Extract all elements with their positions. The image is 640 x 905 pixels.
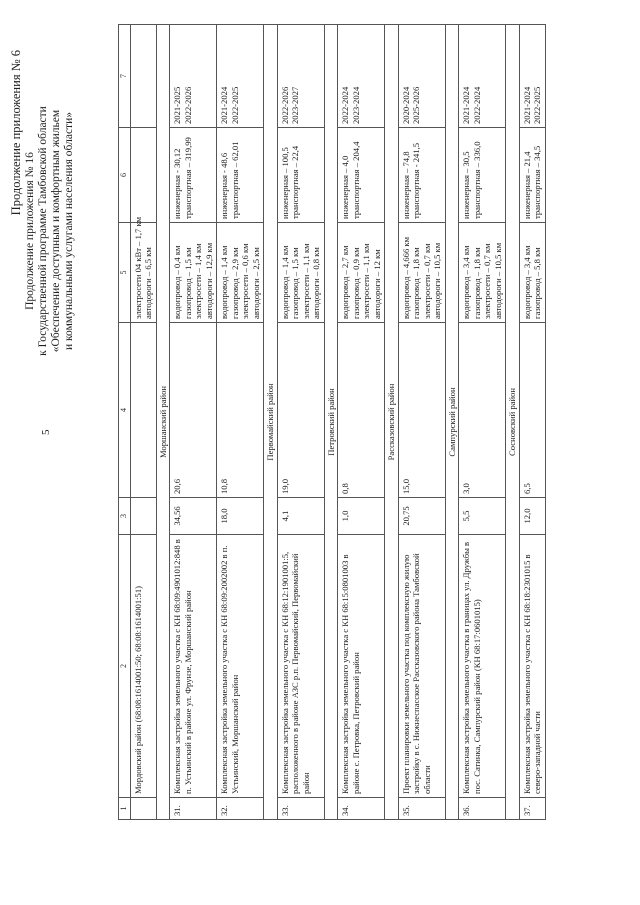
networks-line: электросети – 1,1 км xyxy=(300,243,311,319)
cost-line: инженерная - 30,12 xyxy=(172,148,182,219)
years-line: 2020-2024 xyxy=(400,86,411,124)
networks-line: электросети – 0,6 км xyxy=(240,243,250,319)
years-cell xyxy=(398,25,445,128)
land-area: 12,0 xyxy=(519,498,545,535)
networks-line: электросети – 0,7 км xyxy=(482,243,492,319)
networks-cell xyxy=(338,223,385,323)
cost-line: инженерная – 100,5 xyxy=(279,147,290,219)
col-header-6: 6 xyxy=(119,128,131,223)
years-cell xyxy=(217,25,264,128)
region-row xyxy=(385,25,399,820)
years-cell xyxy=(277,25,324,128)
housing-volume: 10,8 xyxy=(217,323,264,498)
cost-cell xyxy=(398,128,445,223)
networks-cell xyxy=(459,223,506,323)
housing-volume: 19,0 xyxy=(277,323,324,498)
cost-cell xyxy=(459,128,506,223)
networks-line: автодороги – 12 км xyxy=(371,249,382,319)
cost-line: инженерная – 21,4 xyxy=(521,151,532,219)
region-row xyxy=(506,25,520,820)
appendix-header xyxy=(24,36,76,426)
row-number: 35. xyxy=(398,798,445,820)
object-name: Мордовский район (68:08:1614001:50; 68:08:1614001:51) xyxy=(130,535,156,798)
networks-line: водопровод – 2,7 км xyxy=(340,245,350,319)
land-area: 4,1 xyxy=(277,498,324,535)
col-header-2: 2 xyxy=(119,535,131,798)
cost-line: инженерная – 74,8 xyxy=(400,151,411,219)
networks-line: газопровод – 1,8 км xyxy=(471,247,482,319)
region-row xyxy=(445,25,459,820)
networks-line: газопровод – 5,8 км xyxy=(532,247,542,319)
cost-line: транспортная – 62,01 xyxy=(229,141,240,219)
networks-line: газопровод – 1,5 км xyxy=(182,247,193,319)
years-line: 2025-2026 xyxy=(411,86,421,124)
networks-line: автодороги – 2,5 км xyxy=(250,247,261,319)
cost-line: инженерная – 4,0 xyxy=(340,155,350,219)
region-name: Моршанский район xyxy=(156,25,170,820)
networks-cell xyxy=(130,216,156,323)
cost-line: транспортная – 319,99 xyxy=(182,137,193,219)
table-body xyxy=(130,25,545,820)
networks-cell xyxy=(277,223,324,323)
years-line: 2021-2024 xyxy=(521,86,532,124)
networks-line: водопровод – 1,4 км xyxy=(219,245,229,319)
row-number: 32. xyxy=(217,798,264,820)
years-line: 2022-2024 xyxy=(340,86,350,124)
cost-line: транспортная – 204,4 xyxy=(350,141,361,219)
col-header-1: 1 xyxy=(119,798,131,820)
projects-table xyxy=(118,24,546,820)
page-number: 5 xyxy=(40,429,52,435)
years-line: 2022-2025 xyxy=(532,86,542,124)
network-line: автодороги – 6,5 км xyxy=(143,247,153,319)
networks-line: автодороги – 12,9 км xyxy=(203,242,214,319)
housing-volume: 20,6 xyxy=(170,323,217,498)
cost-line: транспортная – 34,5 xyxy=(532,145,542,219)
housing-volume: 15,0 xyxy=(398,323,445,498)
object-name: Комплексная застройка земельного участка в границах ул. Дружбы в пос. Сатинка, Сампурский район (КН 68:17:0601015) xyxy=(459,535,506,798)
land-area: 1,0 xyxy=(338,498,385,535)
years-cell xyxy=(459,25,506,128)
object-name: Комплексная застройка земельного участка с КН 68:09:2002002 в п. Устьинский, Моршанский район xyxy=(217,535,264,798)
region-row xyxy=(156,25,170,820)
table-row xyxy=(398,25,445,820)
col-header-5: 5 xyxy=(119,223,131,323)
cost-line: транспортная – 22,4 xyxy=(290,145,300,219)
cost-cell xyxy=(277,128,324,223)
region-name: Рассказовский район xyxy=(385,25,399,820)
years-cell xyxy=(338,25,385,128)
appendix-line-1: Продолжение приложения № 16 xyxy=(24,152,36,310)
table-row xyxy=(459,25,506,820)
networks-line: газопровод – 1,8 км xyxy=(411,247,421,319)
networks-line: газопровод – 2,9 км xyxy=(229,247,240,319)
networks-line: водопровод – 4,666 км xyxy=(400,236,411,319)
col-header-4: 4 xyxy=(119,323,131,498)
object-name: Комплексная застройка земельного участка с КН 68:18:2301015 в северо-западной части xyxy=(519,535,545,798)
row-number: 34. xyxy=(338,798,385,820)
object-name: Комплексная застройка земельного участка с КН 68:09:4901012:848 в п. Устьинский в районе ул. Фрунзе, Моршанский район xyxy=(170,535,217,798)
object-name: Проект планировки земельного участка под комплексную жилую застройку в с. Нижнеспасское Рассказовского района Тамбовской области xyxy=(398,535,445,798)
row-number: 36. xyxy=(459,798,506,820)
object-name: Комплексная застройка земельного участка с КН 68:12:1901001:5, расположенного в районе АЗС р.п. Первомайский, Первомайский район xyxy=(277,535,324,798)
years-line: 2022-2025 xyxy=(229,86,240,124)
years-line: 2023-2027 xyxy=(290,86,300,124)
housing-volume: 0,8 xyxy=(338,323,385,498)
col-header-3: 3 xyxy=(119,498,131,535)
region-name: Петровский район xyxy=(324,25,338,820)
years-line: 2023-2024 xyxy=(350,86,361,124)
row-number: 33. xyxy=(277,798,324,820)
region-row xyxy=(324,25,338,820)
networks-line: водопровод – 0,4 км xyxy=(172,245,182,319)
cost-line: инженерная - 48,6 xyxy=(219,152,229,219)
column-number-row xyxy=(119,25,131,820)
cost-cell xyxy=(217,128,264,223)
networks-line: водопровод – 1,4 км xyxy=(279,245,290,319)
land-area: 18,0 xyxy=(217,498,264,535)
cost-cell xyxy=(519,128,545,223)
appendix-line-4: и коммунальными услугами населения области» xyxy=(63,112,75,350)
cost-cell xyxy=(170,128,217,223)
cost-line: транспортная – 336,0 xyxy=(471,141,482,219)
years-line: 2022-2024 xyxy=(471,86,482,124)
col-header-7: 7 xyxy=(119,25,131,128)
years-line: 2022-2026 xyxy=(182,86,193,124)
networks-cell xyxy=(217,223,264,323)
table-row xyxy=(217,25,264,820)
years-cell xyxy=(170,25,217,128)
row-number: 37. xyxy=(519,798,545,820)
row-number: 31. xyxy=(170,798,217,820)
networks-cell xyxy=(170,223,217,323)
networks-line: автодороги – 10,5 км xyxy=(492,242,503,319)
appendix-line-2: к Государственной программе Тамбовской области xyxy=(37,106,49,356)
networks-cell xyxy=(398,223,445,323)
region-name: Сампурский район xyxy=(445,25,459,820)
networks-line: электросети – 0,7 км xyxy=(421,243,432,319)
land-area: 34,56 xyxy=(170,498,217,535)
networks-line: газопровод – 1,5 км xyxy=(290,247,300,319)
cost-cell xyxy=(338,128,385,223)
cost-line: инженерная – 30,5 xyxy=(461,151,471,219)
years-cell xyxy=(519,25,545,128)
networks-line: электросети – 1,4 км xyxy=(193,243,203,319)
networks-line: автодороги – 0,8 км xyxy=(311,247,321,319)
years-line: 2021-2024 xyxy=(219,86,229,124)
table-row xyxy=(519,25,545,820)
continuation-header: Продолжение приложения № 6 xyxy=(9,50,23,216)
networks-line: водопровод – 3,4 км xyxy=(521,245,532,319)
table-row xyxy=(170,25,217,820)
years-line: 2022-2026 xyxy=(279,86,290,124)
object-name: Комплексная застройка земельного участка с КН 68:15:0801003 в районе с. Петровка, Петровский район xyxy=(338,535,385,798)
networks-line: водопровод – 3,4 км xyxy=(461,245,471,319)
land-area: 20,75 xyxy=(398,498,445,535)
appendix-line-3: «Обеспечение доступным и комфортным жильем xyxy=(50,109,62,353)
housing-volume: 3,0 xyxy=(459,323,506,498)
land-area: 5,5 xyxy=(459,498,506,535)
years-line: 2021-2024 xyxy=(461,86,471,124)
region-name: Сосновский район xyxy=(506,25,520,820)
networks-line: электросети – 1,1 км xyxy=(361,243,371,319)
table-row xyxy=(277,25,324,820)
cost-line: транспортная - 241,5 xyxy=(411,142,421,219)
table-row xyxy=(130,25,156,820)
networks-line: автодороги – 10,5 км xyxy=(432,242,442,319)
region-name: Первомайский район xyxy=(264,25,278,820)
networks-line: газопровод – 0,9 км xyxy=(350,247,361,319)
housing-volume: 6,5 xyxy=(519,323,545,498)
region-row xyxy=(264,25,278,820)
networks-cell xyxy=(519,223,545,323)
years-line: 2021-2025 xyxy=(172,86,182,124)
network-line: электросети 04 кВт – 1,7 км xyxy=(132,216,143,319)
table-row xyxy=(338,25,385,820)
